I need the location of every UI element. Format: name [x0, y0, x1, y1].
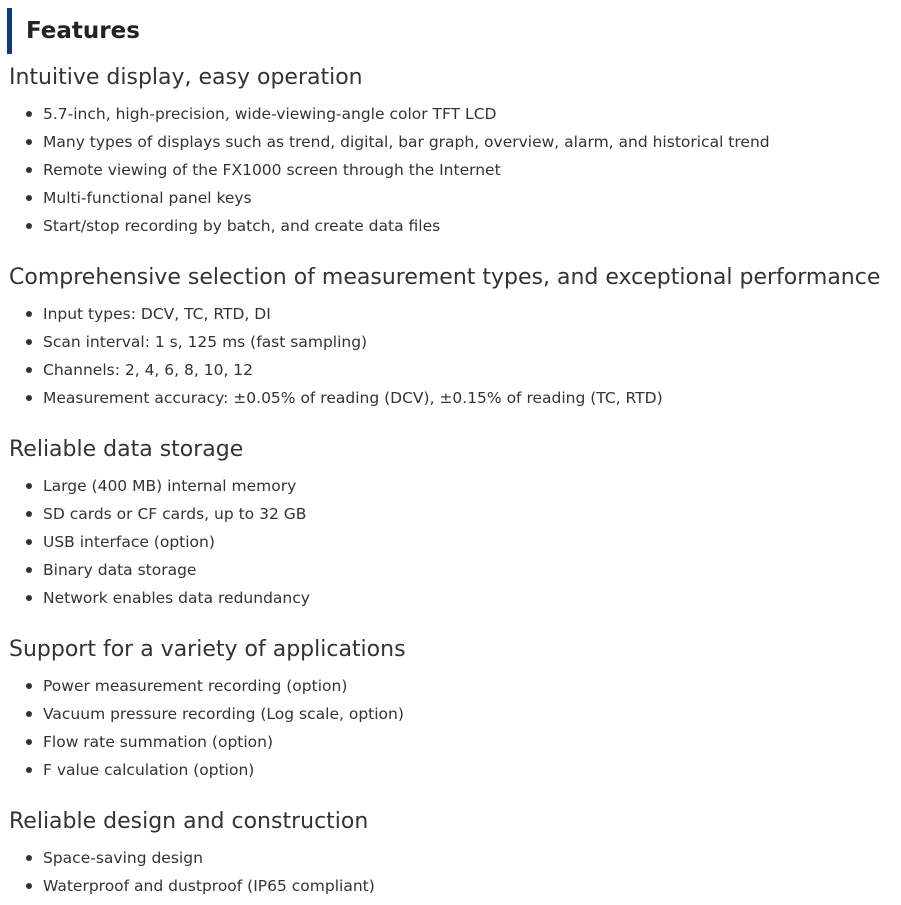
bullet-icon — [26, 339, 32, 345]
list-item-text: Remote viewing of the FX1000 screen through the Internet — [43, 161, 501, 179]
list-item-text: Input types: DCV, TC, RTD, DI — [43, 305, 271, 323]
bullet-icon — [26, 739, 32, 745]
bullet-icon — [26, 311, 32, 317]
bullet-icon — [26, 167, 32, 173]
list-item — [0, 700, 404, 728]
bullet-list — [0, 844, 375, 900]
bullet-icon — [26, 539, 32, 545]
list-item-text: Network enables data redundancy — [43, 589, 310, 607]
list-item-text: Vacuum pressure recording (Log scale, option) — [43, 705, 404, 723]
bullet-icon — [26, 711, 32, 717]
section-title: Comprehensive selection of measurement types, and exceptional performance — [9, 265, 881, 290]
list-item-text: Multi-functional panel keys — [43, 189, 252, 207]
list-item-text: Space-saving design — [43, 849, 203, 867]
list-item-text: Waterproof and dustproof (IP65 compliant) — [43, 877, 375, 895]
list-item — [0, 184, 770, 212]
list-item — [0, 500, 310, 528]
bullet-list — [0, 100, 770, 240]
list-item — [0, 100, 770, 128]
bullet-icon — [26, 395, 32, 401]
bullet-icon — [26, 483, 32, 489]
bullet-icon — [26, 139, 32, 145]
list-item — [0, 156, 770, 184]
bullet-list — [0, 672, 404, 784]
bullet-icon — [26, 567, 32, 573]
list-item — [0, 584, 310, 612]
bullet-icon — [26, 195, 32, 201]
list-item — [0, 212, 770, 240]
list-item — [0, 528, 310, 556]
bullet-icon — [26, 855, 32, 861]
list-item-text: USB interface (option) — [43, 533, 215, 551]
list-item-text: 5.7-inch, high-precision, wide-viewing-angle color TFT LCD — [43, 105, 497, 123]
list-item — [0, 872, 375, 900]
list-item-text: Start/stop recording by batch, and create data files — [43, 217, 441, 235]
bullet-icon — [26, 683, 32, 689]
bullet-list — [0, 472, 310, 612]
section-title: Support for a variety of applications — [9, 637, 406, 662]
list-item-text: Measurement accuracy: ±0.05% of reading (DCV), ±0.15% of reading (TC, RTD) — [43, 389, 663, 407]
list-item — [0, 128, 770, 156]
bullet-icon — [26, 511, 32, 517]
bullet-icon — [26, 767, 32, 773]
bullet-icon — [26, 111, 32, 117]
section-title: Reliable data storage — [9, 437, 244, 462]
list-item — [0, 328, 663, 356]
list-item-text: Power measurement recording (option) — [43, 677, 348, 695]
list-item-text: Channels: 2, 4, 6, 8, 10, 12 — [43, 361, 254, 379]
section-title: Intuitive display, easy operation — [9, 65, 363, 90]
list-item-text: SD cards or CF cards, up to 32 GB — [43, 505, 307, 523]
list-item-text: Scan interval: 1 s, 125 ms (fast sampling) — [43, 333, 368, 351]
list-item — [0, 756, 404, 784]
list-item — [0, 300, 663, 328]
list-item — [0, 356, 663, 384]
list-item — [0, 844, 375, 872]
bullet-list — [0, 300, 663, 412]
bullet-icon — [26, 367, 32, 373]
list-item-text: F value calculation (option) — [43, 761, 255, 779]
list-item — [0, 384, 663, 412]
section-title: Reliable design and construction — [9, 809, 369, 834]
list-item — [0, 672, 404, 700]
bullet-icon — [26, 883, 32, 889]
list-item-text: Many types of displays such as trend, digital, bar graph, overview, alarm, and historical trend — [43, 133, 770, 151]
bullet-icon — [26, 223, 32, 229]
list-item-text: Binary data storage — [43, 561, 197, 579]
list-item — [0, 472, 310, 500]
list-item — [0, 556, 310, 584]
list-item-text: Flow rate summation (option) — [43, 733, 274, 751]
list-item-text: Large (400 MB) internal memory — [43, 477, 297, 495]
list-item — [0, 728, 404, 756]
page-title: Features — [7, 8, 140, 54]
bullet-icon — [26, 595, 32, 601]
